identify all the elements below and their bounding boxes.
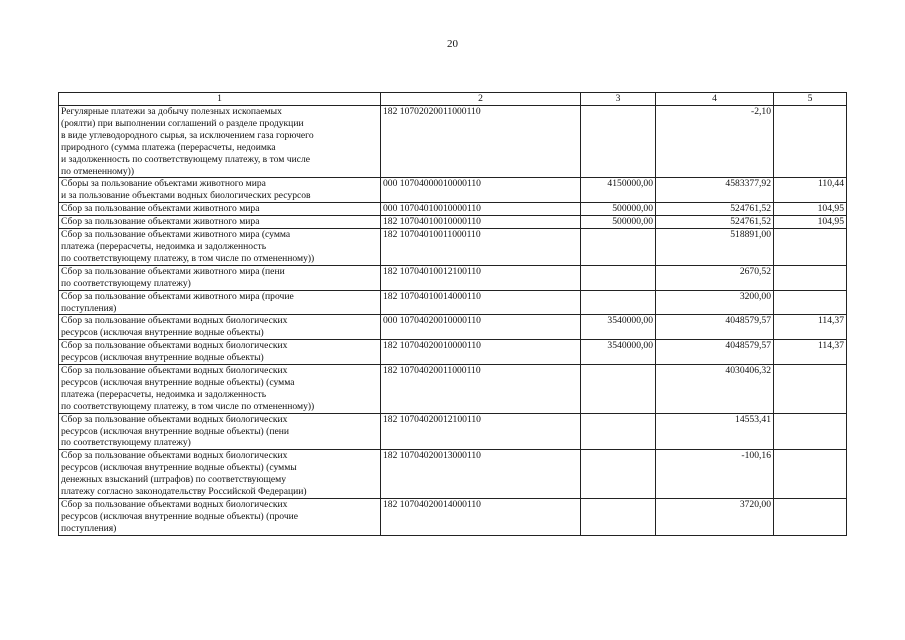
row-fact-cell: 524761,52 [656, 203, 774, 216]
row-plan-cell: 4150000,00 [581, 178, 656, 203]
table-row [59, 178, 847, 203]
row-fact-cell: 14553,41 [656, 413, 774, 450]
row-code-cell: 182 10704010014000110 [381, 290, 581, 315]
table-row [59, 290, 847, 315]
row-name-cell: Сбор за пользование объектами животного мира (сумма платежа (перерасчеты, недоимка и задолженность по соответствующему платежу, в том числе по отмененному)) [59, 229, 381, 266]
table-row [59, 499, 847, 536]
row-plan-cell [581, 290, 656, 315]
row-name-cell: Сбор за пользование объектами водных биологических ресурсов (исключая внутренние водные объекты) (сумма платежа (перерасчеты, недоимка и задолженность по соответствующему платежу, в том числе по отмененному)) [59, 365, 381, 414]
row-percent-cell [774, 290, 847, 315]
row-plan-cell [581, 499, 656, 536]
row-code-cell: 182 10704010011000110 [381, 229, 581, 266]
table-row [59, 265, 847, 290]
table-row [59, 229, 847, 266]
row-percent-cell: 110,44 [774, 178, 847, 203]
row-name-cell: Сбор за пользование объектами водных биологических ресурсов (исключая внутренние водные объекты) (пени по соответствующему платежу) [59, 413, 381, 450]
row-plan-cell [581, 265, 656, 290]
row-code-cell: 000 10704000010000110 [381, 178, 581, 203]
table-body [59, 106, 847, 536]
revenue-table [58, 92, 847, 536]
row-fact-cell: -2,10 [656, 106, 774, 178]
table-row [59, 106, 847, 178]
row-fact-cell: 518891,00 [656, 229, 774, 266]
table-row [59, 203, 847, 216]
row-plan-cell [581, 229, 656, 266]
row-code-cell: 182 10704020010000110 [381, 340, 581, 365]
row-plan-cell [581, 106, 656, 178]
row-percent-cell [774, 450, 847, 499]
row-percent-cell [774, 499, 847, 536]
row-fact-cell: 4583377,92 [656, 178, 774, 203]
row-percent-cell: 104,95 [774, 203, 847, 216]
row-plan-cell [581, 413, 656, 450]
row-percent-cell: 104,95 [774, 216, 847, 229]
row-plan-cell [581, 450, 656, 499]
table-row [59, 413, 847, 450]
table-row [59, 450, 847, 499]
row-name-cell: Сбор за пользование объектами животного мира [59, 216, 381, 229]
row-code-cell: 000 10704010010000110 [381, 203, 581, 216]
row-code-cell: 182 10704020013000110 [381, 450, 581, 499]
row-code-cell: 182 10704020014000110 [381, 499, 581, 536]
header-cell: 1 [59, 93, 381, 106]
row-name-cell: Регулярные платежи за добычу полезных ископаемых (роялти) при выполнении соглашений о разделе продукции в виде углеводородного сырья, за исключением газа горючего природного (сумма платежа (перерасчеты, недоимка и задолженность по соответствующему платежу, в том числе по отмененному)) [59, 106, 381, 178]
header-cell: 3 [581, 93, 656, 106]
row-code-cell: 182 10704010010000110 [381, 216, 581, 229]
row-name-cell: Сбор за пользование объектами животного мира [59, 203, 381, 216]
row-code-cell: 182 10704020012100110 [381, 413, 581, 450]
row-plan-cell [581, 365, 656, 414]
row-name-cell: Сборы за пользование объектами животного мира и за пользование объектами водных биологических ресурсов [59, 178, 381, 203]
row-percent-cell: 114,37 [774, 315, 847, 340]
row-code-cell: 000 10704020010000110 [381, 315, 581, 340]
header-cell: 4 [656, 93, 774, 106]
header-row [59, 93, 847, 106]
row-fact-cell: 524761,52 [656, 216, 774, 229]
row-name-cell: Сбор за пользование объектами животного мира (пени по соответствующему платежу) [59, 265, 381, 290]
row-percent-cell [774, 229, 847, 266]
row-name-cell: Сбор за пользование объектами животного мира (прочие поступления) [59, 290, 381, 315]
row-percent-cell [774, 413, 847, 450]
table-row [59, 365, 847, 414]
page-number: 20 [447, 38, 458, 50]
row-name-cell: Сбор за пользование объектами водных биологических ресурсов (исключая внутренние водные объекты) (прочие поступления) [59, 499, 381, 536]
header-cell: 2 [381, 93, 581, 106]
row-code-cell: 182 10702020011000110 [381, 106, 581, 178]
row-fact-cell: 3200,00 [656, 290, 774, 315]
row-fact-cell: -100,16 [656, 450, 774, 499]
row-percent-cell: 114,37 [774, 340, 847, 365]
row-percent-cell [774, 106, 847, 178]
row-fact-cell: 2670,52 [656, 265, 774, 290]
row-plan-cell: 500000,00 [581, 216, 656, 229]
row-plan-cell: 3540000,00 [581, 340, 656, 365]
row-code-cell: 182 10704020011000110 [381, 365, 581, 414]
row-plan-cell: 3540000,00 [581, 315, 656, 340]
row-fact-cell: 3720,00 [656, 499, 774, 536]
row-percent-cell [774, 365, 847, 414]
row-plan-cell: 500000,00 [581, 203, 656, 216]
row-name-cell: Сбор за пользование объектами водных биологических ресурсов (исключая внутренние водные объекты) [59, 315, 381, 340]
row-code-cell: 182 10704010012100110 [381, 265, 581, 290]
row-name-cell: Сбор за пользование объектами водных биологических ресурсов (исключая внутренние водные объекты) [59, 340, 381, 365]
table-row [59, 216, 847, 229]
header-cell: 5 [774, 93, 847, 106]
row-fact-cell: 4048579,57 [656, 340, 774, 365]
row-fact-cell: 4030406,32 [656, 365, 774, 414]
row-percent-cell [774, 265, 847, 290]
table-row [59, 340, 847, 365]
table-row [59, 315, 847, 340]
row-name-cell: Сбор за пользование объектами водных биологических ресурсов (исключая внутренние водные объекты) (суммы денежных взысканий (штрафов) по соответствующему платежу согласно законодательству Российской Федерации) [59, 450, 381, 499]
row-fact-cell: 4048579,57 [656, 315, 774, 340]
